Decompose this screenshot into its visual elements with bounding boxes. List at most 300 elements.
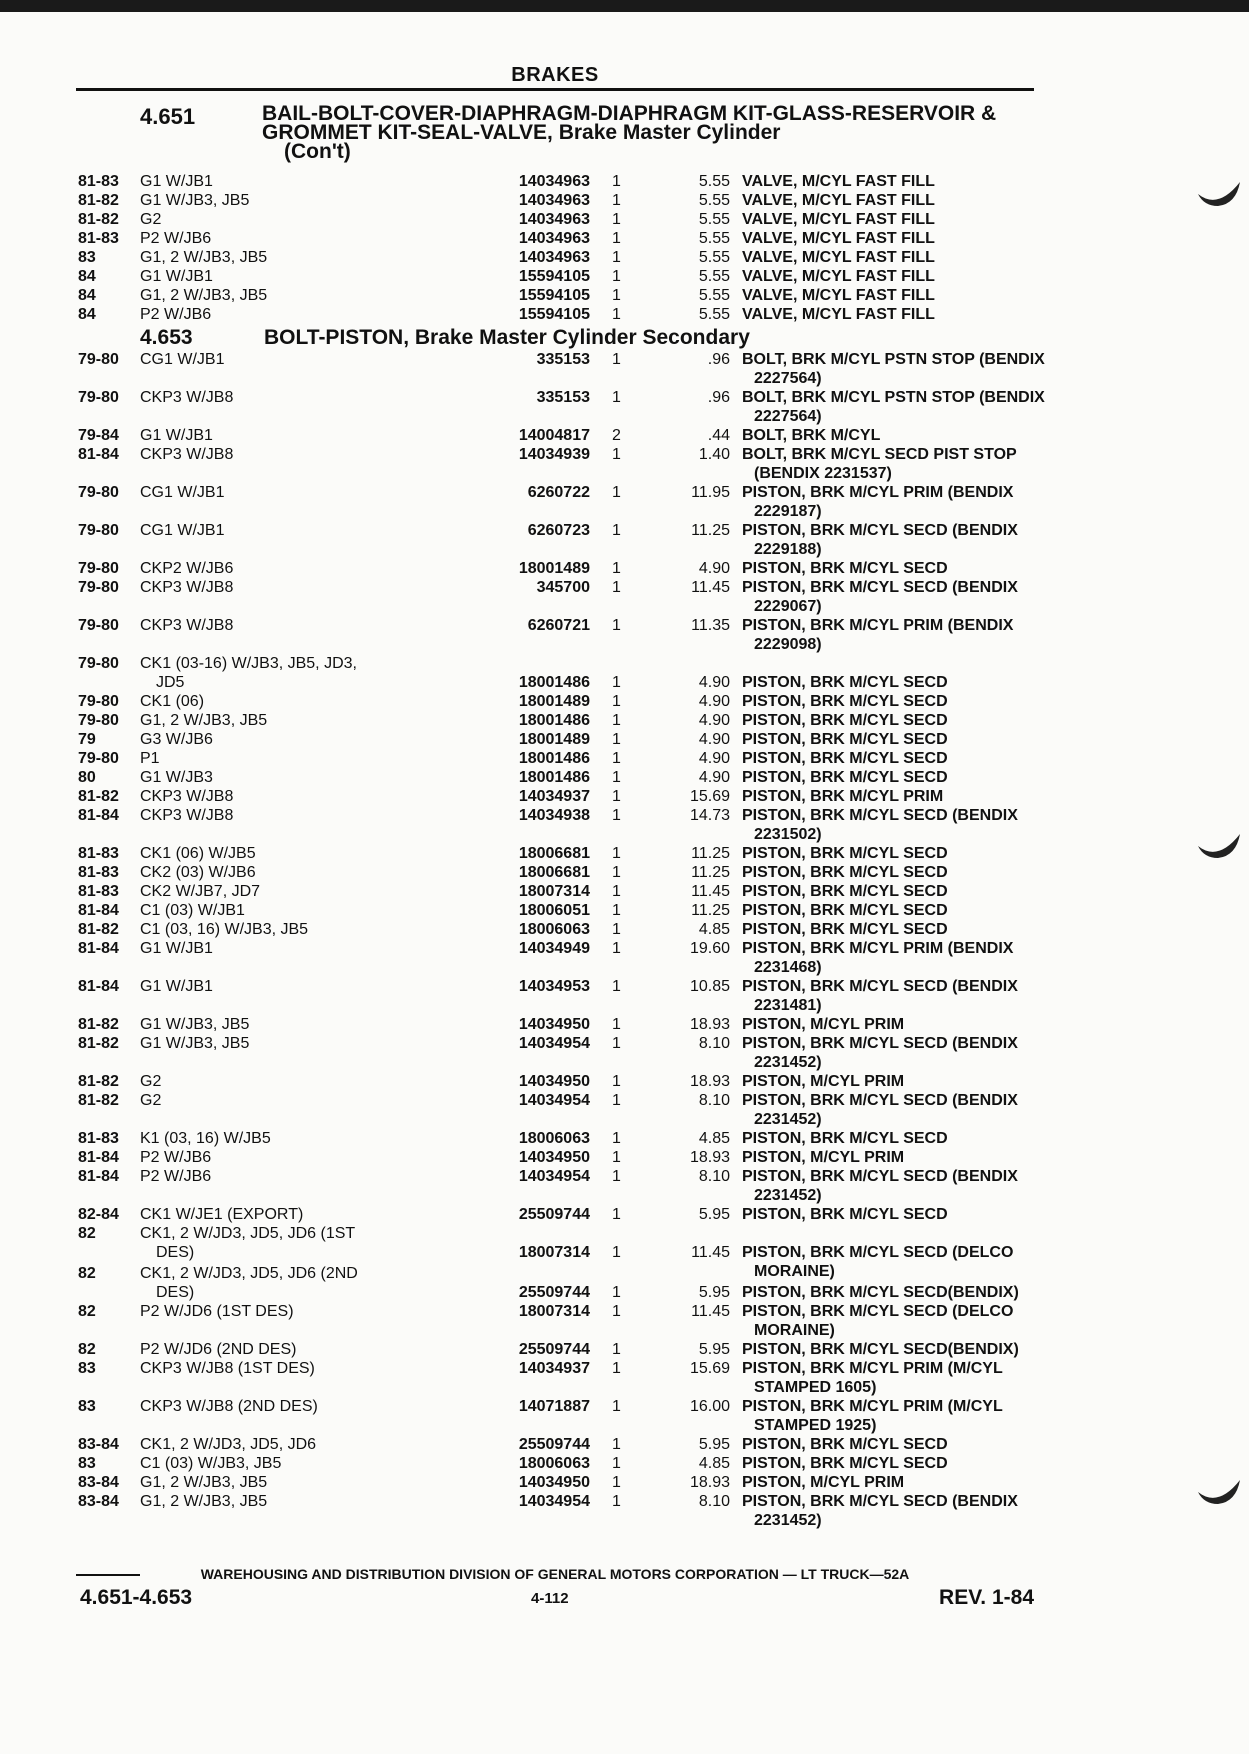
model: G1 W/JB3, JB5 (140, 192, 250, 209)
quantity: 1 (612, 1073, 621, 1090)
description: PISTON, BRK M/CYL SECD (742, 902, 948, 919)
model-cell (140, 1224, 486, 1261)
price: 15.69 (689, 788, 730, 805)
price: 18.93 (689, 1073, 730, 1090)
quantity: 1 (612, 807, 621, 824)
model: CKP3 W/JB8 (140, 788, 234, 805)
description: PISTON, BRK M/CYL SECD (BENDIX (742, 807, 1018, 824)
description: PISTON, BRK M/CYL SECD (742, 750, 948, 767)
price: 4.90 (698, 769, 730, 786)
year-range: 83 (78, 1455, 96, 1472)
model: CK2 (03) W/JB6 (140, 864, 256, 881)
part-number: 25509744 (518, 1284, 590, 1301)
description-cell (742, 806, 1176, 843)
quantity: 1 (612, 769, 621, 786)
quantity: 1 (612, 1244, 621, 1261)
description-cell (742, 844, 1176, 863)
year-range: 83-84 (78, 1493, 119, 1510)
description-cell (742, 1302, 1176, 1339)
model: K1 (03, 16) W/JB5 (140, 1130, 271, 1147)
year-range: 79-80 (78, 693, 119, 710)
quantity: 1 (612, 883, 621, 900)
table-row (78, 559, 1038, 578)
year-range: 81-82 (78, 1092, 119, 1109)
part-number: 14034939 (518, 446, 590, 463)
model: P1 (140, 750, 160, 767)
year-range: 79-80 (78, 351, 119, 368)
quantity: 1 (612, 560, 621, 577)
part-number: 18001486 (518, 769, 590, 786)
table-row (78, 578, 1038, 616)
price: 5.55 (698, 306, 730, 323)
year-range: 79-84 (78, 427, 119, 444)
part-number: 335153 (536, 389, 590, 406)
description: VALVE, M/CYL FAST FILL (742, 211, 935, 228)
year-range: 81-84 (78, 902, 119, 919)
table-row (78, 521, 1038, 559)
description: PISTON, BRK M/CYL SECD (BENDIX (742, 1092, 1018, 1109)
description-cont: 2229187) (754, 503, 822, 520)
quantity: 2 (612, 427, 621, 444)
part-number: 14034954 (518, 1493, 590, 1510)
description-cell (742, 1454, 1176, 1473)
description: PISTON, BRK M/CYL PRIM (BENDIX (742, 617, 1014, 634)
year-range: 83 (78, 1398, 96, 1415)
description: PISTON, M/CYL PRIM (742, 1016, 905, 1033)
year-range: 81-84 (78, 978, 119, 995)
table-row (78, 483, 1038, 521)
quantity: 1 (612, 617, 621, 634)
quantity: 1 (612, 1360, 621, 1377)
price: 5.95 (698, 1206, 730, 1223)
part-number: 345700 (536, 579, 590, 596)
description-cont: MORAINE) (754, 1322, 835, 1339)
price: 4.90 (698, 750, 730, 767)
price: 5.95 (698, 1436, 730, 1453)
description-cell (742, 1205, 1176, 1224)
section-number: 4.651 (140, 104, 196, 129)
quantity: 1 (612, 712, 621, 729)
table-row (78, 1454, 1038, 1473)
part-number: 18007314 (518, 1244, 590, 1261)
description: PISTON, BRK M/CYL SECD (BENDIX (742, 1493, 1018, 1510)
year-range: 79-80 (78, 579, 119, 596)
description: PISTON, M/CYL PRIM (742, 1149, 905, 1166)
model-cont: DES) (156, 1244, 195, 1261)
part-number: 18001486 (518, 750, 590, 767)
description: VALVE, M/CYL FAST FILL (742, 173, 935, 190)
table-row (78, 426, 1038, 445)
description: PISTON, BRK M/CYL PRIM (742, 788, 944, 805)
description: PISTON, BRK M/CYL SECD (BENDIX (742, 1168, 1018, 1185)
price: 18.93 (689, 1016, 730, 1033)
price: 11.45 (691, 1303, 730, 1320)
description-cell (742, 305, 1176, 324)
table-row (78, 901, 1038, 920)
description: BOLT, BRK M/CYL PSTN STOP (BENDIX (742, 351, 1045, 368)
table-row (78, 1435, 1038, 1454)
description-cell (742, 483, 1176, 520)
quantity: 1 (612, 788, 621, 805)
model: CK1, 2 W/JD3, JD5, JD6 (2ND (140, 1265, 358, 1282)
description-cont: STAMPED 1605) (754, 1379, 877, 1396)
year-range: 79-80 (78, 389, 119, 406)
model: G2 (140, 1092, 162, 1109)
description: BOLT, BRK M/CYL (742, 427, 881, 444)
price: 11.25 (691, 522, 730, 539)
description: PISTON, BRK M/CYL PRIM (BENDIX (742, 484, 1014, 501)
year-range: 83-84 (78, 1436, 119, 1453)
model: CK1, 2 W/JD3, JD5, JD6 (140, 1436, 317, 1453)
binder-hole-shadow (1196, 832, 1242, 860)
price: 4.85 (698, 1130, 730, 1147)
price: 8.10 (698, 1168, 730, 1185)
price: 16.00 (689, 1398, 730, 1415)
price: 18.93 (689, 1149, 730, 1166)
description: PISTON, BRK M/CYL SECD (BENDIX (742, 579, 1018, 596)
table-row (78, 1340, 1038, 1359)
model: CKP3 W/JB8 (140, 389, 234, 406)
table-row (78, 172, 1038, 191)
price: 11.95 (691, 484, 730, 501)
price: 11.25 (691, 845, 730, 862)
description-cell (742, 578, 1176, 615)
model: C1 (03) W/JB1 (140, 902, 245, 919)
quantity: 1 (612, 1493, 621, 1510)
model: G1, 2 W/JB3, JB5 (140, 712, 268, 729)
quantity: 1 (612, 1436, 621, 1453)
part-number: 14004817 (518, 427, 590, 444)
year-range: 79-80 (78, 655, 119, 672)
quantity: 1 (612, 1284, 621, 1301)
quantity: 1 (612, 1455, 621, 1472)
description-cell (742, 692, 1176, 711)
year-range: 81-82 (78, 1035, 119, 1052)
price: 8.10 (698, 1092, 730, 1109)
binder-hole-shadow (1196, 180, 1242, 208)
table-row (78, 1302, 1038, 1340)
year-range: 81-84 (78, 807, 119, 824)
part-number: 6260722 (527, 484, 590, 501)
quantity: 1 (612, 921, 621, 938)
description: PISTON, BRK M/CYL SECD (742, 731, 948, 748)
table-row (78, 248, 1038, 267)
binder-hole-shadow (1196, 1478, 1242, 1506)
description-cell (742, 229, 1176, 248)
quantity: 1 (612, 484, 621, 501)
description-cell (742, 768, 1176, 787)
quantity: 1 (612, 579, 621, 596)
description: PISTON, BRK M/CYL SECD (742, 921, 948, 938)
description-cell (742, 749, 1176, 768)
description-cell (742, 286, 1176, 305)
table-row (78, 1091, 1038, 1129)
price: 5.55 (698, 192, 730, 209)
description-cell (742, 1435, 1176, 1454)
model: G1 W/JB3, JB5 (140, 1016, 250, 1033)
description-cell (742, 939, 1176, 976)
quantity: 1 (612, 446, 621, 463)
year-range: 82 (78, 1341, 96, 1358)
part-number: 18006063 (518, 1130, 590, 1147)
price: .96 (707, 351, 730, 368)
description: BOLT, BRK M/CYL SECD PIST STOP (742, 446, 1017, 463)
model: CKP3 W/JB8 (140, 446, 234, 463)
model: CKP3 W/JB8 (2ND DES) (140, 1398, 318, 1415)
description-cell (742, 1243, 1176, 1280)
description-cell (742, 863, 1176, 882)
table-row (78, 1167, 1038, 1205)
description-cell (742, 673, 1176, 692)
part-number: 18001489 (518, 731, 590, 748)
table-row (78, 692, 1038, 711)
part-number: 15594105 (518, 287, 590, 304)
part-number: 15594105 (518, 306, 590, 323)
part-number: 14034963 (518, 230, 590, 247)
quantity: 1 (612, 750, 621, 767)
description-cell (742, 1148, 1176, 1167)
model: CK1 (06) (140, 693, 205, 710)
quantity: 1 (612, 864, 621, 881)
table-row (78, 1015, 1038, 1034)
quantity: 1 (612, 940, 621, 957)
description-cell (742, 1340, 1176, 1359)
model: G1 W/JB1 (140, 978, 213, 995)
part-number: 14034949 (518, 940, 590, 957)
model: CKP3 W/JB8 (1ST DES) (140, 1360, 315, 1377)
model: CG1 W/JB1 (140, 351, 225, 368)
description: PISTON, BRK M/CYL SECD (742, 560, 948, 577)
part-number: 14034950 (518, 1149, 590, 1166)
model: P2 W/JB6 (140, 306, 212, 323)
header-rule (76, 88, 1034, 91)
description-cell (742, 521, 1176, 558)
description-cont: STAMPED 1925) (754, 1417, 877, 1434)
model: P2 W/JD6 (1ST DES) (140, 1303, 294, 1320)
description-cont: 2229098) (754, 636, 822, 653)
model: G2 (140, 211, 162, 228)
page-number: 4-112 (531, 1590, 569, 1607)
description: PISTON, BRK M/CYL SECD (DELCO (742, 1244, 1014, 1261)
model: G1 W/JB1 (140, 427, 213, 444)
price: 1.40 (698, 446, 730, 463)
description: PISTON, BRK M/CYL PRIM (M/CYL (742, 1398, 1003, 1415)
table-row (78, 305, 1038, 324)
model: G2 (140, 1073, 162, 1090)
description-cont: 2231481) (754, 997, 822, 1014)
part-number: 18001489 (518, 560, 590, 577)
part-number: 14034950 (518, 1073, 590, 1090)
part-number: 18007314 (518, 883, 590, 900)
price: 5.55 (698, 249, 730, 266)
price: 4.85 (698, 1455, 730, 1472)
table-row (78, 445, 1038, 483)
section-4651-rows (78, 172, 1038, 324)
description-cell (742, 1473, 1176, 1492)
year-range: 81-84 (78, 1168, 119, 1185)
description-cell (742, 1015, 1176, 1034)
description-cont: 2231502) (754, 826, 822, 843)
description-cell (742, 350, 1176, 387)
part-number: 18006063 (518, 1455, 590, 1472)
price: 4.90 (698, 712, 730, 729)
quantity: 1 (612, 731, 621, 748)
model: G1 W/JB1 (140, 173, 213, 190)
table-row (78, 1129, 1038, 1148)
description: PISTON, BRK M/CYL SECD (BENDIX (742, 1035, 1018, 1052)
table-row (78, 1072, 1038, 1091)
section-number: 4.653 (140, 326, 193, 349)
year-range: 81-84 (78, 1149, 119, 1166)
description-cell (742, 191, 1176, 210)
description-cell (742, 787, 1176, 806)
price: 19.60 (689, 940, 730, 957)
model: P2 W/JB6 (140, 230, 212, 247)
description-cell (742, 977, 1176, 1014)
part-number: 18006681 (518, 864, 590, 881)
description: PISTON, BRK M/CYL SECD (742, 1206, 948, 1223)
year-range: 82 (78, 1265, 96, 1282)
table-row (78, 977, 1038, 1015)
year-range: 81-83 (78, 845, 119, 862)
year-range: 81-84 (78, 446, 119, 463)
description-cell (742, 730, 1176, 749)
table-row (78, 1492, 1038, 1530)
section-title: BOLT-PISTON, Brake Master Cylinder Secondary (264, 326, 750, 349)
price: 4.85 (698, 921, 730, 938)
description-cont: 2227564) (754, 370, 822, 387)
year-range: 79-80 (78, 712, 119, 729)
part-number: 14034963 (518, 192, 590, 209)
year-range: 79 (78, 731, 96, 748)
part-number: 14034963 (518, 249, 590, 266)
table-row (78, 711, 1038, 730)
part-number: 14034937 (518, 1360, 590, 1377)
description-cont: 2231452) (754, 1111, 822, 1128)
year-range: 81-83 (78, 864, 119, 881)
model: P2 W/JB6 (140, 1149, 212, 1166)
description-cont: 2229067) (754, 598, 822, 615)
model-cell (140, 1264, 486, 1301)
year-range: 83 (78, 249, 96, 266)
description: PISTON, BRK M/CYL SECD (742, 1436, 948, 1453)
table-row (78, 806, 1038, 844)
model: CKP2 W/JB6 (140, 560, 234, 577)
table-row (78, 1034, 1038, 1072)
model: CK1 (03-16) W/JB3, JB5, JD3, (140, 655, 357, 672)
parts-list (78, 172, 1045, 1530)
quantity: 1 (612, 902, 621, 919)
revision: REV. 1-84 (939, 1586, 1034, 1609)
description: VALVE, M/CYL FAST FILL (742, 268, 935, 285)
table-row (78, 939, 1038, 977)
description: PISTON, BRK M/CYL SECD (742, 674, 948, 691)
table-row (78, 191, 1038, 210)
description: PISTON, BRK M/CYL SECD (742, 864, 948, 881)
quantity: 1 (612, 268, 621, 285)
model: CK1, 2 W/JD3, JD5, JD6 (1ST (140, 1225, 356, 1242)
year-range: 83-84 (78, 1474, 119, 1491)
table-row (78, 388, 1045, 426)
section-title (262, 104, 1042, 161)
year-range: 84 (78, 287, 96, 304)
year-range: 81-82 (78, 211, 119, 228)
table-row (78, 654, 1038, 692)
quantity: 1 (612, 693, 621, 710)
quantity: 1 (612, 230, 621, 247)
price: 4.90 (698, 693, 730, 710)
part-number: 18001486 (518, 674, 590, 691)
part-number: 14071887 (518, 1398, 590, 1415)
description: PISTON, BRK M/CYL SECD (BENDIX (742, 978, 1018, 995)
part-number: 14034953 (518, 978, 590, 995)
year-range: 83 (78, 1360, 96, 1377)
price: 4.90 (698, 560, 730, 577)
quantity: 1 (612, 1149, 621, 1166)
section-title-text: BAIL-BOLT-COVER-DIAPHRAGM-DIAPHRAGM KIT-GLASS-RESERVOIR & GROMMET KIT-SEAL-VALVE, Brake Master Cylinder (262, 102, 997, 144)
year-range: 81-82 (78, 921, 119, 938)
quantity: 1 (612, 1016, 621, 1033)
table-row (78, 1148, 1038, 1167)
description-cell (742, 1492, 1176, 1529)
description-cont: (BENDIX 2231537) (754, 465, 892, 482)
description-cell (742, 1034, 1176, 1071)
description-cont: 2231468) (754, 959, 822, 976)
quantity: 1 (612, 978, 621, 995)
table-row (78, 286, 1038, 305)
quantity: 1 (612, 1092, 621, 1109)
description: PISTON, BRK M/CYL SECD (BENDIX (742, 522, 1018, 539)
footer-division: WAREHOUSING AND DISTRIBUTION DIVISION OF GENERAL MOTORS CORPORATION — LT TRUCK—52A (200, 1566, 910, 1582)
description: PISTON, BRK M/CYL SECD (742, 883, 948, 900)
description-cell (742, 559, 1176, 578)
description-cell (742, 445, 1176, 482)
quantity: 1 (612, 351, 621, 368)
table-row (78, 1205, 1038, 1224)
part-number: 18001486 (518, 712, 590, 729)
section-cont-label: (Con't) (284, 140, 351, 163)
quantity: 1 (612, 1206, 621, 1223)
price: 11.25 (691, 902, 730, 919)
description: PISTON, M/CYL PRIM (742, 1474, 905, 1491)
year-range: 80 (78, 769, 96, 786)
model: G1, 2 W/JB3, JB5 (140, 1493, 268, 1510)
year-range: 82 (78, 1303, 96, 1320)
description: PISTON, BRK M/CYL SECD (DELCO (742, 1303, 1014, 1320)
year-range: 82 (78, 1225, 96, 1242)
part-number: 15594105 (518, 268, 590, 285)
table-row (78, 920, 1038, 939)
part-number: 6260723 (527, 522, 590, 539)
quantity: 1 (612, 211, 621, 228)
table-row (78, 210, 1038, 229)
year-range: 81-84 (78, 940, 119, 957)
description: PISTON, BRK M/CYL PRIM (BENDIX (742, 940, 1014, 957)
description: PISTON, BRK M/CYL SECD (742, 769, 948, 786)
description-cell (742, 172, 1176, 191)
price: 8.10 (698, 1035, 730, 1052)
description: VALVE, M/CYL FAST FILL (742, 192, 935, 209)
model: CK1 (06) W/JB5 (140, 845, 256, 862)
description-cell (742, 1397, 1176, 1434)
description-cont: 2231452) (754, 1512, 822, 1529)
year-range: 81-82 (78, 192, 119, 209)
year-range: 79-80 (78, 484, 119, 501)
part-number: 14034950 (518, 1474, 590, 1491)
part-number: 14034954 (518, 1168, 590, 1185)
description: VALVE, M/CYL FAST FILL (742, 249, 935, 266)
footer-bar (76, 1586, 1034, 1610)
